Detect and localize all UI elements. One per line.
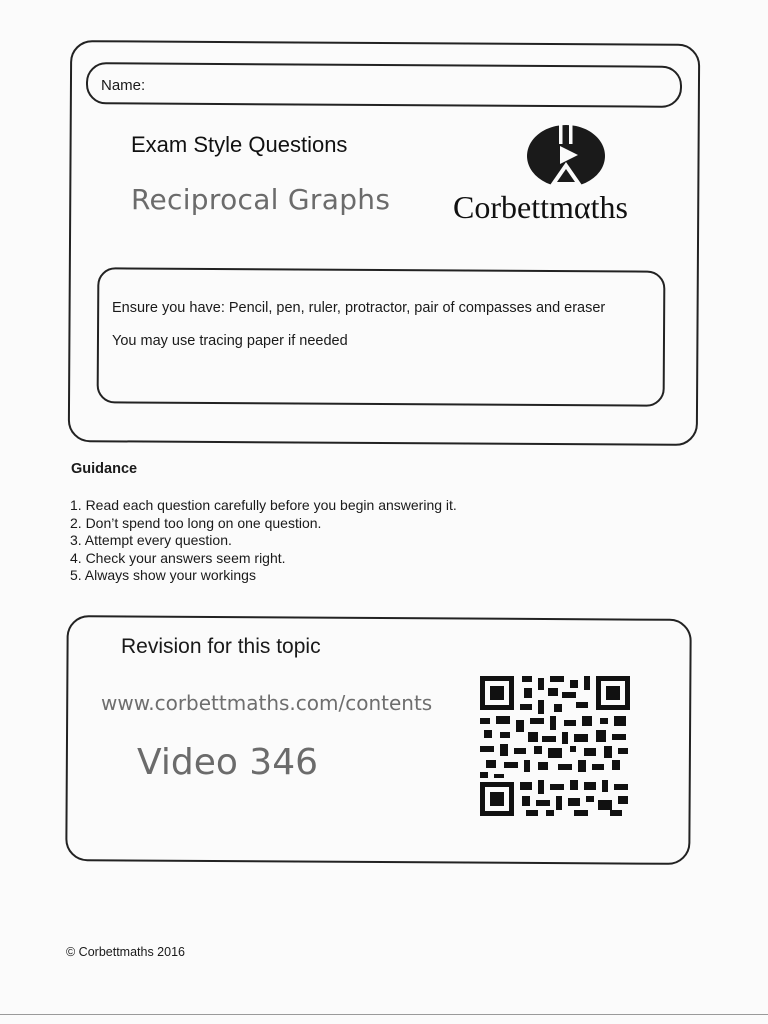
guidance-heading: Guidance (71, 461, 138, 477)
name-label: Name: (101, 77, 146, 94)
page-edge-divider (0, 1014, 768, 1015)
video-number: Video 346 (137, 742, 319, 783)
copyright-footer: © Corbettmaths 2016 (66, 945, 185, 959)
guidance-item: 4. Check your answers seem right. (70, 549, 286, 566)
name-field[interactable] (86, 62, 682, 108)
revision-url[interactable]: www.corbettmaths.com/contents (101, 691, 433, 715)
guidance-item: 2. Don’t spend too long on one question. (70, 514, 322, 531)
qr-code-icon (480, 676, 630, 816)
tracing-paper-line: You may use tracing paper if needed (112, 333, 348, 349)
guidance-item: 5. Always show your workings (70, 567, 256, 583)
equipment-line: Ensure you have: Pencil, pen, ruler, protractor, pair of compasses and eraser (112, 300, 606, 316)
guidance-item: 1. Read each question carefully before you begin answering it. (70, 497, 457, 513)
brand-name: Corbettmαths (453, 189, 628, 225)
exam-title: Exam Style Questions (131, 132, 348, 157)
revision-heading: Revision for this topic (121, 635, 321, 658)
guidance-list (70, 497, 457, 585)
corbettmaths-logo-icon (524, 122, 608, 188)
topic-title: Reciprocal Graphs (131, 183, 391, 216)
guidance-item: 3. Attempt every question. (70, 532, 232, 548)
